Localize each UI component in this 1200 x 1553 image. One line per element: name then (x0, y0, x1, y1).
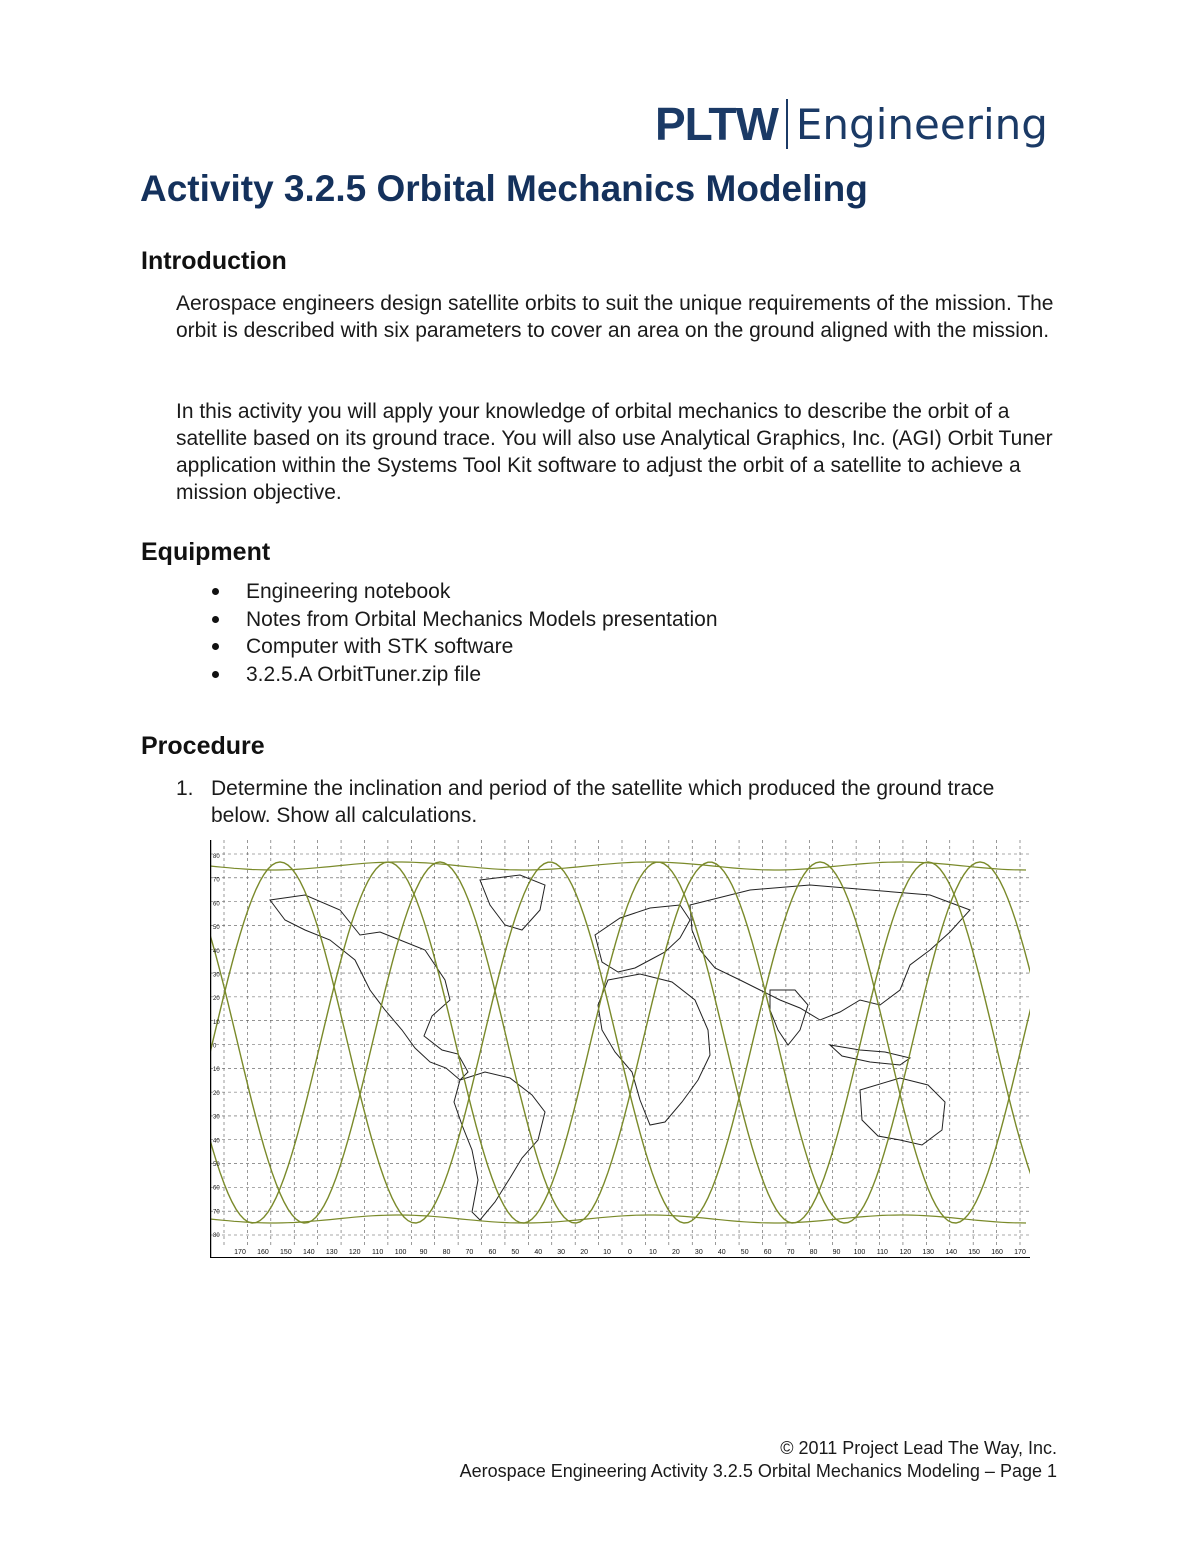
longitude-label: 170 (234, 1249, 246, 1256)
equipment-list (176, 578, 718, 688)
procedure-step-1 (176, 775, 1046, 829)
page-title: Activity 3.2.5 Orbital Mechanics Modeling (140, 168, 868, 209)
longitude-label: 60 (763, 1249, 772, 1256)
longitude-label: 140 (302, 1249, 315, 1256)
latitude-label: 40 (213, 1138, 220, 1145)
longitude-label: 170 (1014, 1249, 1026, 1256)
longitude-label: 140 (945, 1249, 958, 1256)
longitude-label: 150 (968, 1249, 980, 1256)
step-number: 1. (176, 777, 194, 800)
latitude-label: 30 (213, 1114, 220, 1121)
latitude-label: 60 (213, 1185, 220, 1192)
longitude-label: 20 (580, 1249, 589, 1256)
introduction-paragraph-1: Aerospace engineers design satellite orbits to suit the unique requirements of the mission. The orbit is described with six parameters to cover an area on the ground aligned with the mission. (176, 292, 1054, 342)
longitude-label: 60 (488, 1249, 497, 1256)
longitude-label: 80 (809, 1249, 818, 1256)
longitude-label: 110 (876, 1249, 888, 1256)
list-item: Notes from Orbital Mechanics Models presentation (176, 606, 718, 634)
logo-word: Engineering (795, 99, 1048, 149)
longitude-label: 80 (442, 1249, 451, 1256)
longitude-label: 30 (694, 1249, 703, 1256)
longitude-labels (234, 1249, 1026, 1256)
equipment-heading: Equipment (141, 538, 271, 566)
ground-trace-map (210, 840, 1030, 1258)
longitude-label: 20 (671, 1249, 680, 1256)
step-text: Determine the inclination and period of the satellite which produced the ground trace below. Show all calculations. (211, 777, 995, 827)
longitude-label: 50 (511, 1249, 520, 1256)
longitude-label: 90 (419, 1249, 428, 1256)
pltw-engineering-logo (655, 96, 1048, 152)
list-item: Engineering notebook (176, 578, 718, 606)
latitude-label: 40 (213, 948, 220, 955)
footer-page-line: Aerospace Engineering Activity 3.2.5 Orbital Mechanics Modeling – Page 1 (459, 1461, 1057, 1481)
longitude-label: 40 (717, 1249, 726, 1256)
longitude-label: 100 (394, 1249, 407, 1256)
longitude-label: 70 (465, 1249, 474, 1256)
latitude-label: 70 (213, 877, 220, 884)
longitude-label: 0 (628, 1249, 632, 1256)
longitude-label: 130 (325, 1249, 338, 1256)
logo-mark: PLTW (655, 98, 778, 150)
latitude-label: 80 (213, 1233, 220, 1239)
longitude-label: 30 (557, 1249, 566, 1256)
longitude-label: 90 (832, 1249, 841, 1256)
latitude-label: 50 (213, 925, 220, 932)
longitude-label: 150 (280, 1249, 292, 1256)
logo-separator (786, 99, 788, 149)
introduction-heading: Introduction (141, 247, 287, 275)
longitude-label: 110 (372, 1249, 384, 1256)
longitude-label: 160 (257, 1249, 269, 1256)
latitude-label: 80 (213, 854, 220, 860)
latitude-label: 20 (213, 1090, 220, 1097)
latitude-label: 10 (213, 1019, 220, 1026)
latitude-label: 10 (213, 1067, 220, 1074)
longitude-label: 100 (853, 1249, 866, 1256)
longitude-label: 160 (991, 1249, 1003, 1256)
map-background (210, 840, 1030, 1258)
longitude-label: 40 (534, 1249, 543, 1256)
latitude-label: 60 (213, 901, 220, 908)
longitude-label: 10 (603, 1249, 611, 1256)
latitude-label: 50 (213, 1161, 220, 1168)
longitude-label: 50 (740, 1249, 749, 1256)
procedure-heading: Procedure (141, 732, 265, 760)
latitude-label: 30 (213, 972, 220, 979)
latitude-label: 70 (213, 1209, 220, 1216)
latitude-label: 20 (213, 996, 220, 1003)
introduction-paragraph-2: In this activity you will apply your knowledge of orbital mechanics to describe the orbit of a satellite based on its ground trace. You will also use Analytical Graphics, Inc. (AGI) Orbit Tuner application within the Systems Tool Kit software to adjust the orbit of a satellite to achieve a mission objective. (176, 400, 1053, 504)
longitude-label: 130 (922, 1249, 935, 1256)
longitude-label: 120 (348, 1249, 361, 1256)
longitude-label: 10 (649, 1249, 657, 1256)
list-item: 3.2.5.A OrbitTuner.zip file (176, 661, 718, 689)
longitude-label: 120 (899, 1249, 912, 1256)
latitude-label: 0 (213, 1043, 217, 1050)
footer-copyright: © 2011 Project Lead The Way, Inc. (780, 1438, 1057, 1458)
list-item: Computer with STK software (176, 633, 718, 661)
longitude-label: 70 (786, 1249, 795, 1256)
